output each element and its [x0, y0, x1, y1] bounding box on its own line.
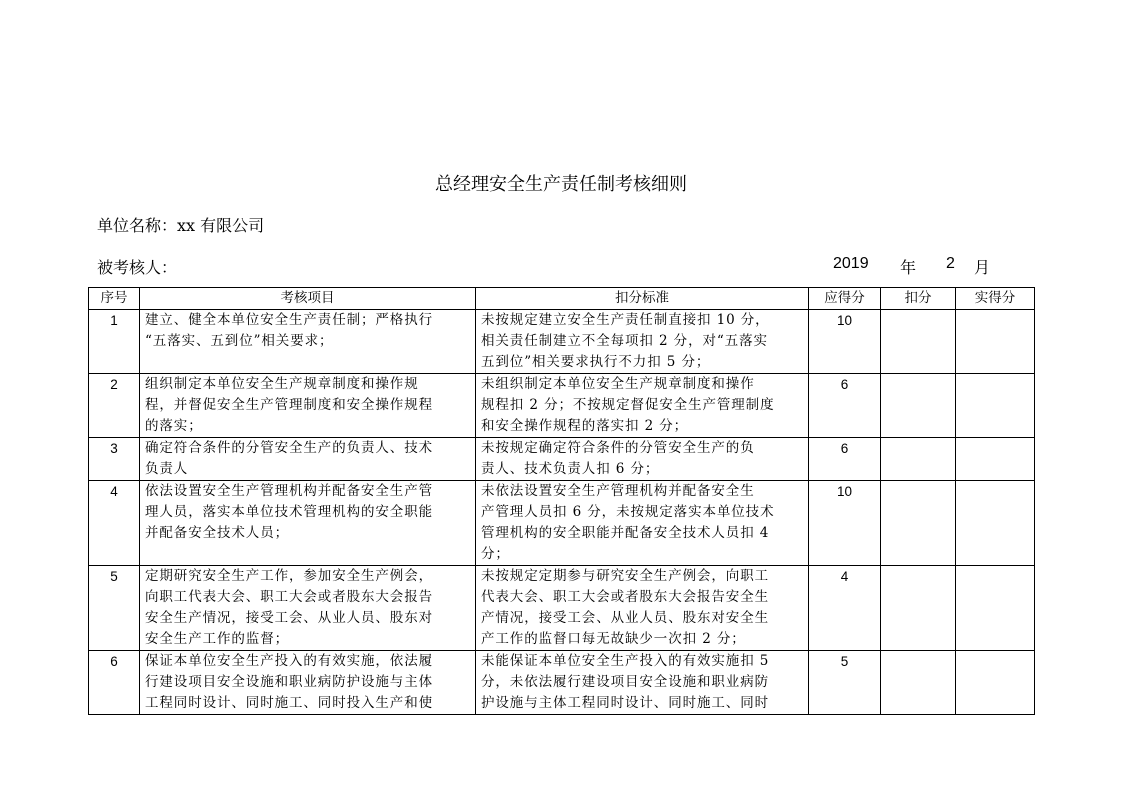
cell-standard-line: 未按规定建立安全生产责任制直接扣 10 分，: [481, 312, 770, 328]
cell-score: 10: [809, 481, 881, 566]
table-row: [89, 566, 1035, 651]
cell-actual: [956, 438, 1035, 481]
date-year-label: 年: [900, 258, 917, 277]
cell-item-line: 建立、健全本单位安全生产责任制；严格执行: [145, 312, 433, 328]
cell-standard-line: 未能保证本单位安全生产投入的有效实施扣 5: [481, 653, 770, 669]
cell-seq: 4: [89, 481, 140, 566]
cell-item: [140, 374, 476, 438]
cell-item-line: 程，并督促安全生产管理制度和安全操作规程: [145, 397, 433, 413]
cell-standard-line: 分，未依法履行建设项目安全设施和职业病防: [481, 674, 769, 690]
date-month-label: 月: [974, 258, 991, 277]
header-deduct: 扣分: [881, 288, 956, 310]
cell-item-line: 安全生产情况，接受工会、从业人员、股东对: [145, 610, 433, 626]
cell-score: 4: [809, 566, 881, 651]
cell-standard-line: 五到位”相关要求执行不力扣 5 分；: [481, 354, 711, 370]
cell-deduct: [881, 566, 956, 651]
header-seq: 序号: [89, 288, 140, 310]
cell-actual: [956, 651, 1035, 715]
assessee-label: 被考核人：: [97, 258, 178, 277]
cell-item-line: 负责人: [145, 461, 189, 477]
cell-standard-line: 未按规定确定符合条件的分管安全生产的负: [481, 440, 755, 456]
date-month: 2: [946, 255, 955, 272]
cell-item: [140, 310, 476, 374]
cell-score: 6: [809, 374, 881, 438]
cell-score: 6: [809, 438, 881, 481]
cell-item: [140, 481, 476, 566]
date-year: 2019: [833, 255, 869, 272]
cell-seq: 6: [89, 651, 140, 715]
header-score: 应得分: [809, 288, 881, 310]
cell-item-line: 依法设置安全生产管理机构并配备安全生产管: [145, 483, 433, 499]
cell-standard-line: 相关责任制建立不全每项扣 2 分，对“五落实: [481, 333, 768, 349]
cell-item-line: “五落实、五到位”相关要求；: [145, 333, 334, 349]
cell-standard-line: 产管理人员扣 6 分，未按规定落实本单位技术: [481, 504, 775, 520]
cell-standard-line: 未按规定定期参与研究安全生产例会，向职工: [481, 568, 769, 584]
header-item: 考核项目: [140, 288, 476, 310]
cell-standard-line: 护设施与主体工程同时设计、同时施工、同时: [481, 695, 769, 711]
cell-standard: [476, 374, 809, 438]
cell-item-line: 行建设项目安全设施和职业病防护设施与主体: [145, 674, 433, 690]
table-row: [89, 438, 1035, 481]
cell-seq: 1: [89, 310, 140, 374]
cell-seq: 3: [89, 438, 140, 481]
cell-deduct: [881, 481, 956, 566]
cell-item-line: 向职工代表大会、职工大会或者股东大会报告: [145, 589, 433, 605]
assessment-table: [88, 287, 1035, 715]
cell-item-line: 安全生产工作的监督；: [145, 631, 289, 647]
cell-deduct: [881, 438, 956, 481]
cell-standard-line: 管理机构的安全职能并配备安全技术人员扣 4: [481, 525, 770, 541]
cell-actual: [956, 310, 1035, 374]
cell-actual: [956, 481, 1035, 566]
cell-standard-line: 规程扣 2 分；不按规定督促安全生产管理制度: [481, 397, 775, 413]
cell-deduct: [881, 651, 956, 715]
cell-standard-line: 和安全操作规程的落实扣 2 分；: [481, 418, 689, 434]
cell-standard-line: 代表大会、职工大会或者股东大会报告安全生: [481, 589, 769, 605]
cell-item: [140, 651, 476, 715]
cell-standard-line: 未依法设置安全生产管理机构并配备安全生: [481, 483, 755, 499]
table-row: [89, 374, 1035, 438]
cell-score: 10: [809, 310, 881, 374]
table-row: [89, 310, 1035, 374]
cell-item: [140, 566, 476, 651]
cell-item-line: 保证本单位安全生产投入的有效实施，依法履: [145, 653, 433, 669]
cell-item-line: 确定符合条件的分管安全生产的负责人、技术: [145, 440, 433, 456]
cell-item-line: 并配备安全技术人员；: [145, 525, 289, 541]
cell-item-line: 理人员，落实本单位技术管理机构的安全职能: [145, 504, 433, 520]
cell-item-line: 工程同时设计、同时施工、同时投入生产和使: [145, 695, 433, 711]
cell-standard: [476, 566, 809, 651]
cell-seq: 2: [89, 374, 140, 438]
cell-standard-line: 产情况，接受工会、从业人员、股东对安全生: [481, 610, 769, 626]
cell-deduct: [881, 374, 956, 438]
cell-standard: [476, 438, 809, 481]
header-actual: 实得分: [956, 288, 1035, 310]
header-standard: 扣分标准: [476, 288, 809, 310]
cell-actual: [956, 566, 1035, 651]
cell-item: [140, 438, 476, 481]
cell-standard-line: 未组织制定本单位安全生产规章制度和操作: [481, 376, 755, 392]
table-row: [89, 651, 1035, 715]
cell-seq: 5: [89, 566, 140, 651]
cell-standard: [476, 481, 809, 566]
cell-item-line: 定期研究安全生产工作，参加安全生产例会，: [145, 568, 433, 584]
cell-actual: [956, 374, 1035, 438]
cell-deduct: [881, 310, 956, 374]
cell-standard: [476, 310, 809, 374]
table-header-row: [89, 288, 1035, 310]
cell-standard: [476, 651, 809, 715]
table-row: [89, 481, 1035, 566]
cell-item-line: 的落实；: [145, 418, 203, 434]
unit-name: 单位名称：xx 有限公司: [97, 216, 265, 235]
cell-item-line: 组织制定本单位安全生产规章制度和操作规: [145, 376, 419, 392]
cell-standard-line: 产工作的监督口每无故缺少一次扣 2 分；: [481, 631, 746, 647]
cell-score: 5: [809, 651, 881, 715]
cell-standard-line: 责人、技术负责人扣 6 分；: [481, 461, 660, 477]
document-title: 总经理安全生产责任制考核细则: [435, 174, 687, 195]
cell-standard-line: 分；: [481, 546, 510, 562]
